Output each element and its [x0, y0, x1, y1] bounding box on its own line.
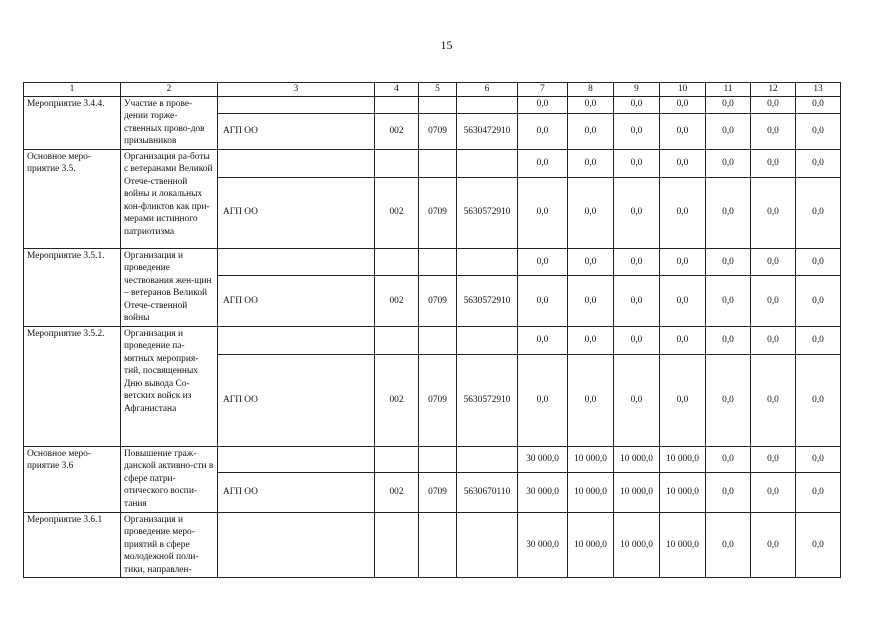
amount-cell-col-13: 0,0 — [796, 326, 841, 354]
executor-cell: АГП ОО — [218, 113, 375, 149]
grbs-code-cell — [375, 326, 419, 354]
column-header-8: 8 — [568, 83, 614, 97]
executor-cell: АГП ОО — [218, 472, 375, 512]
amount-cell-col-12: 0,0 — [751, 326, 796, 354]
amount-cell-col-7: 30 000,0 — [518, 446, 568, 472]
executor-cell — [218, 446, 375, 472]
target-article-cell — [457, 512, 518, 578]
column-header-9: 9 — [614, 83, 660, 97]
amount-cell-col-10: 0,0 — [660, 96, 706, 113]
section-code-cell — [419, 446, 457, 472]
amount-cell-col-8: 0,0 — [568, 149, 614, 177]
measure-name: Мероприятие 3.5.1. — [24, 248, 121, 326]
amount-cell-col-9: 0,0 — [614, 177, 660, 248]
amount-cell-col-8: 0,0 — [568, 177, 614, 248]
amount-cell-col-7: 0,0 — [518, 354, 568, 446]
amount-cell-col-11: 0,0 — [706, 512, 751, 578]
amount-cell-col-7: 0,0 — [518, 149, 568, 177]
header-row — [24, 83, 841, 97]
target-article-cell — [457, 149, 518, 177]
executor-cell: АГП ОО — [218, 276, 375, 326]
amount-cell-col-10: 0,0 — [660, 276, 706, 326]
table-row — [24, 326, 841, 354]
amount-cell-col-12: 0,0 — [751, 96, 796, 113]
amount-cell-col-10: 0,0 — [660, 326, 706, 354]
section-code-cell — [419, 512, 457, 578]
column-header-10: 10 — [660, 83, 706, 97]
table-row — [24, 149, 841, 177]
measure-description: Организация ра-боты с ветеранами Великой Отече-ственной войны и локальных кон-фликтов как при-мерами истинного патриотизма — [121, 149, 218, 248]
amount-cell-col-11: 0,0 — [706, 326, 751, 354]
column-header-5: 5 — [419, 83, 457, 97]
amount-cell-col-11: 0,0 — [706, 149, 751, 177]
column-header-11: 11 — [706, 83, 751, 97]
target-article-cell: 5630572910 — [457, 177, 518, 248]
amount-cell-col-8: 0,0 — [568, 276, 614, 326]
amount-cell-col-9: 10 000,0 — [614, 472, 660, 512]
amount-cell-col-8: 10 000,0 — [568, 512, 614, 578]
grbs-code-cell: 002 — [375, 177, 419, 248]
target-article-cell: 5630670110 — [457, 472, 518, 512]
amount-cell-col-9: 10 000,0 — [614, 512, 660, 578]
amount-cell-col-9: 0,0 — [614, 149, 660, 177]
amount-cell-col-11: 0,0 — [706, 472, 751, 512]
measure-name: Основное меро-приятие 3.6 — [24, 446, 121, 512]
amount-cell-col-10: 10 000,0 — [660, 446, 706, 472]
grbs-code-cell — [375, 512, 419, 578]
amount-cell-col-9: 0,0 — [614, 113, 660, 149]
target-article-cell — [457, 446, 518, 472]
amount-cell-col-12: 0,0 — [751, 446, 796, 472]
column-header-12: 12 — [751, 83, 796, 97]
column-header-6: 6 — [457, 83, 518, 97]
amount-cell-col-9: 10 000,0 — [614, 446, 660, 472]
grbs-code-cell: 002 — [375, 354, 419, 446]
amount-cell-col-11: 0,0 — [706, 96, 751, 113]
amount-cell-col-10: 0,0 — [660, 354, 706, 446]
amount-cell-col-9: 0,0 — [614, 354, 660, 446]
amount-cell-col-8: 10 000,0 — [568, 472, 614, 512]
amount-cell-col-10: 0,0 — [660, 248, 706, 276]
amount-cell-col-7: 0,0 — [518, 276, 568, 326]
measure-description: Участие в прове-дении торже-ственных прово-дов призывников — [121, 96, 218, 149]
amount-cell-col-12: 0,0 — [751, 276, 796, 326]
amount-cell-col-10: 0,0 — [660, 177, 706, 248]
amount-cell-col-7: 0,0 — [518, 326, 568, 354]
amount-cell-col-7: 0,0 — [518, 96, 568, 113]
amount-cell-col-9: 0,0 — [614, 326, 660, 354]
amount-cell-col-11: 0,0 — [706, 446, 751, 472]
executor-cell — [218, 248, 375, 276]
grbs-code-cell: 002 — [375, 113, 419, 149]
amount-cell-col-13: 0,0 — [796, 512, 841, 578]
amount-cell-col-9: 0,0 — [614, 248, 660, 276]
column-header-13: 13 — [796, 83, 841, 97]
measure-name: Мероприятие 3.5.2. — [24, 326, 121, 446]
amount-cell-col-13: 0,0 — [796, 113, 841, 149]
target-article-cell: 5630572910 — [457, 354, 518, 446]
amount-cell-col-12: 0,0 — [751, 354, 796, 446]
amount-cell-col-13: 0,0 — [796, 149, 841, 177]
amount-cell-col-11: 0,0 — [706, 248, 751, 276]
section-code-cell — [419, 149, 457, 177]
table-row — [24, 96, 841, 113]
amount-cell-col-13: 0,0 — [796, 276, 841, 326]
executor-cell — [218, 149, 375, 177]
amount-cell-col-11: 0,0 — [706, 354, 751, 446]
measure-description: Организация и проведение чествования жен-щин – ветеранов Великой Отече-ственной войны — [121, 248, 218, 326]
section-code-cell: 0709 — [419, 276, 457, 326]
executor-cell — [218, 512, 375, 578]
amount-cell-col-12: 0,0 — [751, 149, 796, 177]
amount-cell-col-13: 0,0 — [796, 472, 841, 512]
executor-cell — [218, 326, 375, 354]
amount-cell-col-13: 0,0 — [796, 354, 841, 446]
amount-cell-col-10: 0,0 — [660, 149, 706, 177]
amount-cell-col-10: 10 000,0 — [660, 512, 706, 578]
amount-cell-col-12: 0,0 — [751, 248, 796, 276]
amount-cell-col-13: 0,0 — [796, 177, 841, 248]
target-article-cell: 5630572910 — [457, 276, 518, 326]
target-article-cell — [457, 326, 518, 354]
executor-cell: АГП ОО — [218, 354, 375, 446]
grbs-code-cell — [375, 248, 419, 276]
measure-description: Повышение граж-данской активно-сти в сфере патри-отического воспи-тания — [121, 446, 218, 512]
amount-cell-col-8: 0,0 — [568, 113, 614, 149]
amount-cell-col-12: 0,0 — [751, 512, 796, 578]
amount-cell-col-9: 0,0 — [614, 276, 660, 326]
grbs-code-cell — [375, 96, 419, 113]
grbs-code-cell — [375, 446, 419, 472]
measure-description: Организация и проведение меро-приятий в сфере молодежной поли-тики, направлен- — [121, 512, 218, 578]
amount-cell-col-8: 0,0 — [568, 96, 614, 113]
section-code-cell: 0709 — [419, 113, 457, 149]
table-row — [24, 446, 841, 472]
grbs-code-cell — [375, 149, 419, 177]
amount-cell-col-7: 30 000,0 — [518, 512, 568, 578]
amount-cell-col-11: 0,0 — [706, 177, 751, 248]
amount-cell-col-10: 0,0 — [660, 113, 706, 149]
amount-cell-col-12: 0,0 — [751, 177, 796, 248]
amount-cell-col-8: 0,0 — [568, 326, 614, 354]
measure-name: Основное меро-приятие 3.5. — [24, 149, 121, 248]
section-code-cell: 0709 — [419, 472, 457, 512]
amount-cell-col-13: 0,0 — [796, 248, 841, 276]
section-code-cell: 0709 — [419, 177, 457, 248]
measure-name: Мероприятие 3.6.1 — [24, 512, 121, 578]
section-code-cell — [419, 96, 457, 113]
amount-cell-col-10: 10 000,0 — [660, 472, 706, 512]
amount-cell-col-7: 0,0 — [518, 113, 568, 149]
amount-cell-col-8: 10 000,0 — [568, 446, 614, 472]
amount-cell-col-11: 0,0 — [706, 276, 751, 326]
amount-cell-col-13: 0,0 — [796, 96, 841, 113]
target-article-cell: 5630472910 — [457, 113, 518, 149]
table-row — [24, 248, 841, 276]
measure-name: Мероприятие 3.4.4. — [24, 96, 121, 149]
amount-cell-col-8: 0,0 — [568, 248, 614, 276]
grbs-code-cell: 002 — [375, 276, 419, 326]
amount-cell-col-12: 0,0 — [751, 472, 796, 512]
table-row — [24, 512, 841, 578]
column-header-3: 3 — [218, 83, 375, 97]
section-code-cell — [419, 326, 457, 354]
section-code-cell — [419, 248, 457, 276]
amount-cell-col-11: 0,0 — [706, 113, 751, 149]
grbs-code-cell: 002 — [375, 472, 419, 512]
amount-cell-col-7: 30 000,0 — [518, 472, 568, 512]
amount-cell-col-13: 0,0 — [796, 446, 841, 472]
page-number: 15 — [440, 38, 453, 52]
amount-cell-col-7: 0,0 — [518, 248, 568, 276]
section-code-cell: 0709 — [419, 354, 457, 446]
budget-table — [23, 82, 841, 578]
amount-cell-col-7: 0,0 — [518, 177, 568, 248]
amount-cell-col-12: 0,0 — [751, 113, 796, 149]
amount-cell-col-8: 0,0 — [568, 354, 614, 446]
executor-cell: АГП ОО — [218, 177, 375, 248]
column-header-7: 7 — [518, 83, 568, 97]
target-article-cell — [457, 248, 518, 276]
measure-description: Организация и проведение па-мятных мероприя-тий, посвященных Дню вывода Со-ветских войск из Афганистана — [121, 326, 218, 446]
target-article-cell — [457, 96, 518, 113]
column-header-1: 1 — [24, 83, 121, 97]
column-header-4: 4 — [375, 83, 419, 97]
executor-cell — [218, 96, 375, 113]
column-header-2: 2 — [121, 83, 218, 97]
amount-cell-col-9: 0,0 — [614, 96, 660, 113]
